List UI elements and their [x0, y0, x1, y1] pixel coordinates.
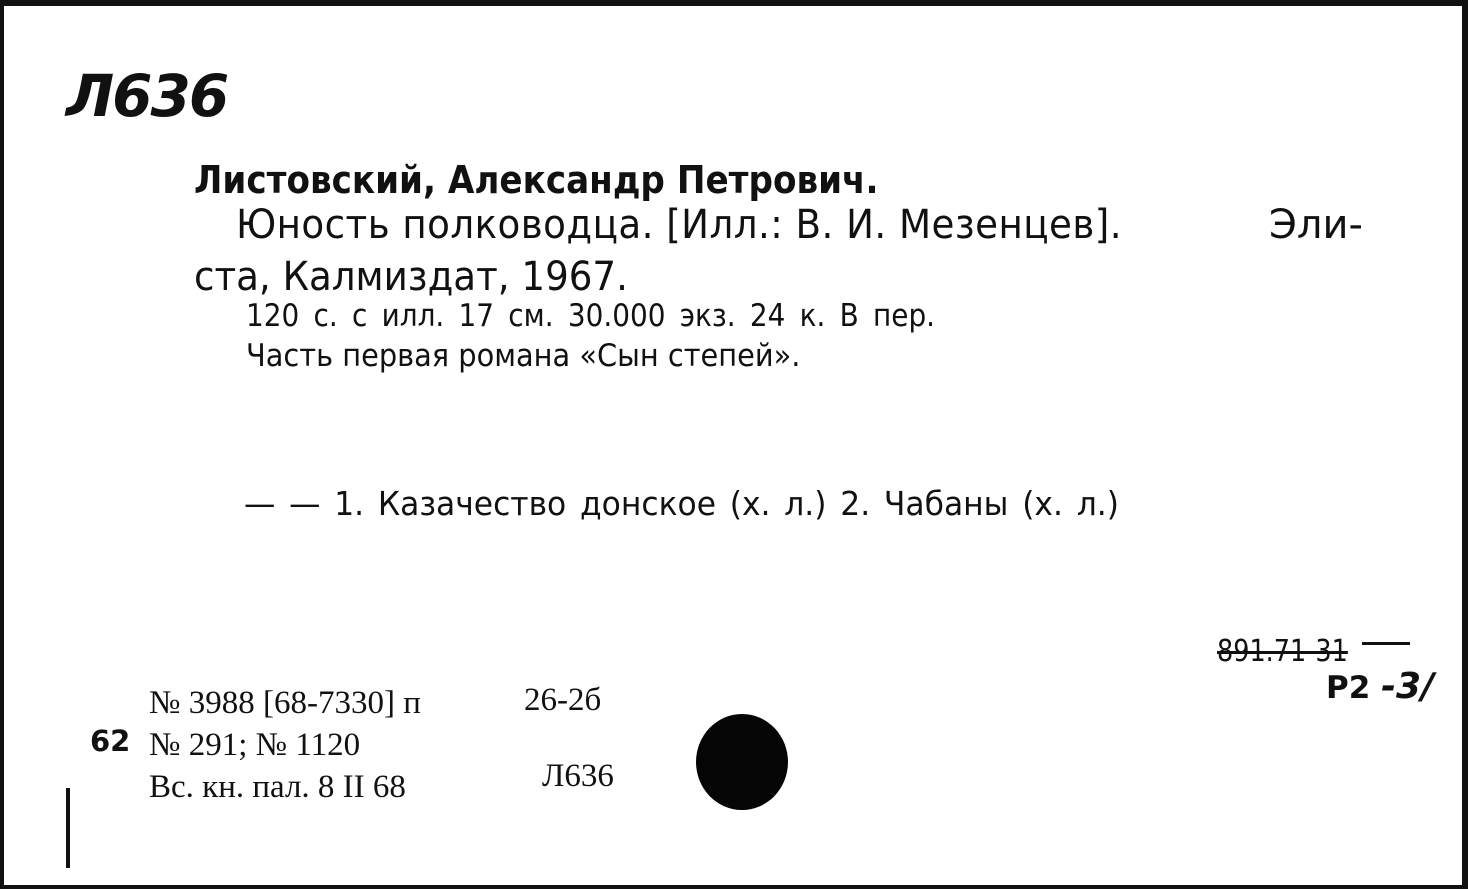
series-note: Часть первая романа «Сын степей».	[246, 338, 801, 374]
print-record-prefix: 62	[90, 724, 131, 758]
punch-hole	[696, 714, 788, 810]
physical-description: 120 с. с илл. 17 см. 30.000 экз. 24 к. В пер.	[246, 298, 936, 334]
classification-rule	[1362, 642, 1410, 645]
print-record-line: № 291; № 1120	[149, 727, 361, 763]
classification-handwritten: -3/	[1381, 666, 1435, 707]
print-record-code: 26-2б	[524, 682, 602, 718]
print-record-call-number: Л636	[542, 758, 614, 794]
print-record-line: Вс. кн. пал. 8 II 68	[149, 769, 406, 805]
title-line-1: Юность полководца. [Илл.: В. И. Мезенцев].	[236, 202, 1123, 248]
title-line-2: ста, Калмиздат, 1967.	[194, 254, 628, 300]
classification-struck: 891.71-31	[1217, 634, 1348, 669]
subject-headings: — — 1. Казачество донское (х. л.) 2. Чабаны (х. л.)	[244, 484, 1119, 523]
classification-code	[1326, 666, 1434, 707]
call-number: Л636	[66, 62, 228, 130]
author-heading: Листовский, Александр Петрович.	[194, 158, 879, 202]
print-record	[149, 682, 421, 808]
edge-mark	[66, 788, 70, 868]
print-record-line: № 3988 [68-7330] п	[149, 685, 421, 721]
classification-code-text: Р2	[1326, 670, 1371, 706]
title-line-1-end: Эли-	[1269, 202, 1363, 248]
